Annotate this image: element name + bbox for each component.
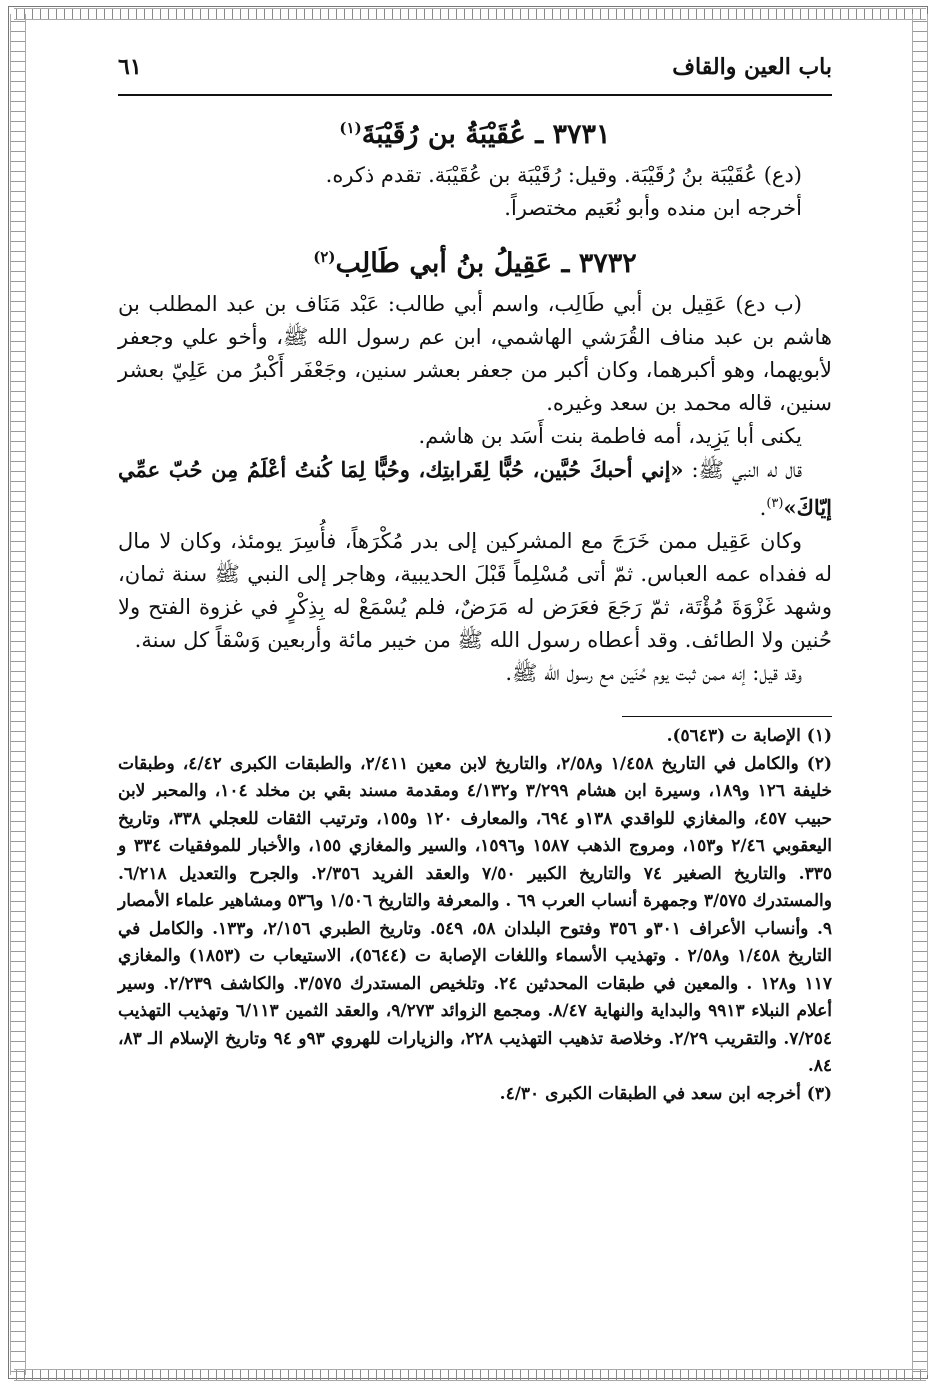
entry-title-text: ٣٧٣١ ـ عُقَيْبَةُ بن رُقَيْبَةَ [361,119,611,150]
ornament-right [912,14,928,1375]
hadith-intro: قال له النبي ﷺ: [683,458,802,482]
entry-title-3731 [118,110,832,153]
hadith-paragraph [118,453,832,525]
paragraph: وكان عَقِيل ممن خَرَجَ مع المشركين إلى بدر مُكْرَهاً، فأُسِرَ يومئذ، وكان لا مال له ففداه عمه العباس. ثمّ أتى مُسْلِماً قَبْلَ الحديبية، وهاجر إلى النبي ﷺ سنة ثمان، وشهد غَزْوَةَ مُؤْتَة، ثمّ رَجَعَ فعَرَض له مَرَضٌ، فلم يُسْمَعْ له بِذِكْرٍ في غزوة الفتح ولا حُنين ولا الطائف. وقد أعطاه رسول الله ﷺ من خيبر مائة وأربعين وَسْقاً كل سنة. [118,529,832,652]
footnote-1: (١) الإصابة ت (٥٦٤٣). [666,726,832,746]
paragraph: يكنى أبا يَزِيد، أمه فاطمة بنت أَسَد بن هاشم. [418,424,802,448]
running-header [118,54,832,96]
page-content [118,54,832,1359]
footnote-3: (٣) أخرجه ابن سعد في الطبقات الكبرى ٤/٣٠. [499,1083,832,1104]
entry-title-text: ٣٧٣٢ ـ عَقِيلُ بنُ أبي طَالِب [335,248,637,279]
entry-line: أخرجه ابن منده وأبو نُعَيم مختصراً. [504,196,802,220]
page-number: ٦١ [118,54,142,80]
footnote-separator [622,716,832,717]
footnote-2: (٢) والكامل في التاريخ ١/٤٥٨ و٢/٥٨، والتاريخ لابن معين ٢/٤١١، والطبقات الكبرى ٤/٤٢، وطبقات خليفة ١٢٦ و١٨٩، وسيرة ابن هشام ٣/٢٩٩ و٤/١٣٢ ومقدمة مسند بقي بن مخلد ١٠٤، والمحبر لابن حبيب ٤٥٧، والمغازي للواقدي ١٣٨و ٦٩٤، والمعارف ١٢٠ و١٥٥، وترتيب الثقات للعجلي ٣٣٨، وتاريخ اليعقوبي ٢/٤٦ و١٥٣، ومروج الذهب ١٥٨٧ و١٥٩٦، والسير والمغازي ١٥٥، والأخبار للموفقيات ٣٣٤ و ٣٣٥. والتاريخ الصغير ٧٤ والتاريخ الكبير ٧/٥٠ والعقد الفريد ٢/٣٥٦. والجرح والتعديل ٦/٢١٨. والمستدرك ٣/٥٧٥ وجمهرة أنساب العرب ٦٩ . والمعرفة والتاريخ ١/٥٠٦ و٥٣٦ ومشاهير علماء الأمصار ٩. وأنساب الأعراف ٣٠١و ٣٥٦ وفتوح البلدان ٥٨، ٥٤٩. وتاريخ الطبري ٢/١٥٦، و١٣٣. والكامل في التاريخ ١/٤٥٨ و٢/٥٨ . وتهذيب الأسماء واللغات الإصابة ت (٥٦٤٤)، الاستيعاب ت (١٨٥٣) والمغازي ١١٧ و١٢٨ . والمعين في طبقات المحدثين ٢٤. وتلخيص المستدرك ٣/٥٧٥. والكاشف ٢/٢٣٩. وسير أعلام النبلاء ٩٩١٣ والبداية والنهاية ٨/٤٧. ومجمع الزوائد ٩/٢٧٣، والعقد الثمين ٦/١١٣ وتهذيب التهذيب ٧/٢٥٤. والتقريب ٢/٢٩. وخلاصة تذهيب التهذيب ٢٢٨، والزيارات للهروي ٩٣و ٩٤ وتاريخ الإسلام الـ ٨٣، ٨٤. [118,753,833,1076]
entry-line: (دع) عُقَيْبَة بنُ رُقَيْبَة. وقيل: رُقَيْبَة بن عُقَيْبَة. تقدم ذكره. [325,163,802,187]
paragraph: (ب دع) عَقِيل بن أبي طَالِب، واسم أبي طالب: عَبْد مَنَاف بن عبد المطلب بن هاشم بن عبد مناف القُرَشي الهاشمي، ابن عم رسول الله ﷺ، وأخو علي وجعفر لأبويهما، وهو أكبرهما، وكان أكبر من جعفر بعشر سنين، وجَعْفَر أَكْبرُ من عَلِيّ بعشر سنين، قاله محمد بن سعد وغيره. [118,292,832,415]
hadith-end: . [759,496,767,520]
paragraph: وقد قيل: إنه ممن ثبت يوم حُنَين مع رسول الله ﷺ. [505,661,802,685]
entry-title-3732 [118,239,832,282]
footnote-ref: (١) [339,119,362,137]
footnote-ref: (٣) [766,496,784,511]
ornament-top [14,8,926,20]
ornament-left [10,14,26,1375]
chapter-title: باب العين والقاف [672,54,832,80]
hadith-quote: «إني أحبكَ حُبَّين، حُبًّا لِقَرابتِك، وحُبًّا لِمَا كُنتُ أعْلَمُ مِن حُبّ عمِّي إيّاكَ» [118,457,832,520]
ornament-bottom [14,1369,926,1381]
footnote-ref: (٢) [313,248,336,266]
